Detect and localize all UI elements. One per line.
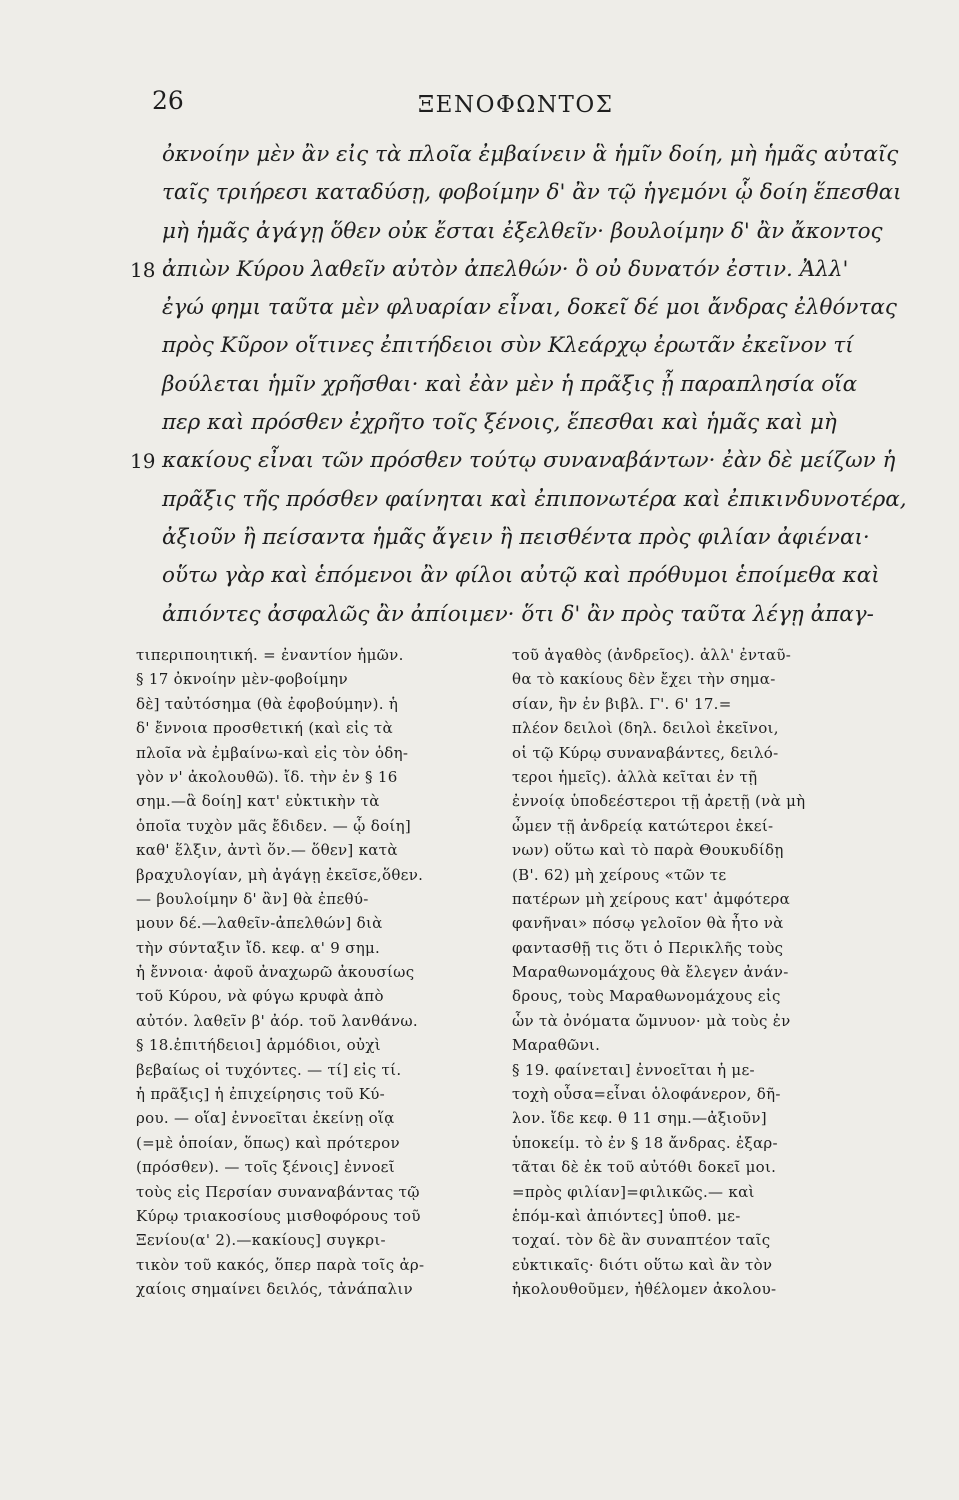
commentary-line: οἱ τῷ Κύρῳ συναναβάντες, δειλό-	[512, 743, 779, 762]
main-text-line	[148, 289, 897, 327]
commentary-line: τοχὴ οὖσα=εἶναι ὁλοφάνερον, δῆ-	[512, 1085, 781, 1104]
commentary-line: ρου. — οἵα] ἐννοεῖται ἐκείνῃ οἵᾳ	[136, 1109, 395, 1128]
commentary-line: βραχυλογίαν, μὴ ἀγάγῃ ἐκεῖσε,ὅθεν.	[136, 865, 424, 884]
main-text-line	[148, 327, 883, 365]
commentary-line: ἠκολουθοῦμεν, ἠθέλομεν ἀκολου-	[512, 1280, 777, 1299]
commentary-line: τοὺς εἰς Περσίαν συναναβάντας τῷ	[136, 1182, 420, 1201]
commentary-line: τᾶται δὲ ἐκ τοῦ αὐτόθι δοκεῖ μοι.	[512, 1158, 777, 1177]
main-text-content: ἀξιοῦν ἢ πείσαντα ἡμᾶς ἄγειν ἢ πεισθέντα πρὸς φιλίαν ἀφιέναι·	[162, 524, 870, 550]
notes-right-column	[512, 643, 852, 1302]
main-text-content: ὀκνοίην μὲν ἂν εἰς τὰ πλοῖα ἐμβαίνειν ἃ ἡμῖν δοίη, μὴ ἡμᾶς αὐταῖς	[162, 142, 899, 167]
commentary-line: ἡ ἔννοια· ἀφοῦ ἀναχωρῶ ἀκουσίως	[136, 963, 415, 982]
main-text-line	[148, 519, 883, 557]
commentary-line: Κύρῳ τριακοσίους μισθοφόρους τοῦ	[136, 1206, 421, 1225]
notes-left-column	[136, 643, 491, 1302]
commentary-line: (Β'. 62) μὴ χείρους «τῶν τε	[512, 865, 727, 884]
commentary-line: πατέρων μὴ χείρους κατ' ἀμφότερα	[512, 889, 791, 908]
commentary-line: χαίοις σημαίνει δειλός, τἀνάπαλιν	[136, 1280, 413, 1299]
section-number: 19	[130, 449, 156, 474]
commentary-line: βεβαίως οἱ τυχόντες. — τί] εἰς τί.	[136, 1060, 402, 1079]
commentary-line: τὴν σύνταξιν ἴδ. κεφ. α' 9 σημ.	[136, 938, 381, 957]
main-text-content: ἀπιόντες ἀσφαλῶς ἂν ἀπίοιμεν· ὅτι δ' ἂν πρὸς ταῦτα λέγῃ ἀπαγ-	[162, 601, 874, 627]
main-text-line	[148, 481, 907, 519]
commentary-line: θα τὸ κακίους δὲν ἔχει τὴν σημα-	[512, 670, 776, 689]
main-text-content: ἀπιὼν Κύρου λαθεῖν αὐτὸν ἀπελθών· ὃ οὐ δυνατόν ἐστιν. Ἀλλ'	[162, 256, 849, 282]
commentary-line: μουν δέ.—λαθεῖν-ἀπελθών] διὰ	[136, 914, 383, 933]
main-text-line	[148, 213, 883, 251]
commentary-line: § 19. φαίνεται] ἐννοεῖται ἡ με-	[512, 1060, 755, 1079]
commentary-line: ὧν τὰ ὀνόματα ὤμνυον· μὰ τοὺς ἐν	[512, 1011, 791, 1030]
commentary-line: φαντασθῇ τις ὅτι ὁ Περικλῆς τοὺς	[512, 938, 784, 957]
main-text-line	[130, 442, 896, 480]
commentary-line: πλέον δειλοὶ (δηλ. δειλοὶ ἐκεῖνοι,	[512, 719, 779, 738]
main-text-line	[148, 557, 883, 595]
commentary-line: Ξενίου(α' 2).—κακίους] συγκρι-	[136, 1231, 386, 1250]
commentary-line: τοχαί. τὸν δὲ ἂν συναπτέον ταῖς	[512, 1231, 771, 1250]
main-text-line	[130, 251, 883, 289]
commentary-line: εὐκτικαῖς· διότι οὕτω καὶ ἂν τὸν	[512, 1255, 773, 1274]
commentary-line: δὲ] ταὐτόσημα (θὰ ἐφοβούμην). ἡ	[136, 694, 399, 713]
commentary-line: ἑπόμ-καὶ ἀπιόντες] ὑποθ. με-	[512, 1206, 741, 1225]
page-number: 26	[152, 86, 184, 115]
main-text-content: ταῖς τριήρεσι καταδύσῃ, φοβοίμην δ' ἂν τῷ ἡγεμόνι ᾧ δοίη ἕπεσθαι	[162, 180, 902, 206]
commentary-line: § 18.ἐπιτήδειοι] ἁρμόδιοι, οὐχὶ	[136, 1036, 381, 1055]
commentary-line: ὁποῖα τυχὸν μᾶς ἔδιδεν. — ᾧ δοίη]	[136, 816, 412, 835]
running-head: ΞΕΝΟΦΩΝΤΟΣ	[418, 92, 614, 118]
commentary-line: =πρὸς φιλίαν]=φιλικῶς.— καὶ	[512, 1182, 755, 1201]
commentary-line: τοῦ ἀγαθὸς (ἀνδρεῖος). ἀλλ' ἐνταῦ-	[512, 646, 792, 664]
commentary-line: αὐτόν. λαθεῖν β' ἀόρ. τοῦ λανθάνω.	[136, 1011, 418, 1030]
main-text-line	[148, 404, 883, 442]
section-number: 18	[130, 257, 156, 282]
commentary-line: (=μὲ ὁποίαν, ὅπως) καὶ πρότερον	[136, 1133, 400, 1152]
commentary-line: σημ.—ἃ δοίη] κατ' εὐκτικὴν τὰ	[136, 792, 380, 811]
commentary-line: Μαραθωνομάχους θὰ ἔλεγεν ἀνάν-	[512, 963, 789, 982]
main-text-content: πρὸς Κῦρον οἵτινες ἐπιτήδειοι σὺν Κλεάρχῳ ἐρωτᾶν ἐκεῖνον τί	[162, 333, 854, 359]
commentary-line: ἡ πρᾶξις] ἡ ἐπιχείρησις τοῦ Κύ-	[136, 1085, 386, 1104]
main-text-line	[148, 136, 899, 174]
commentary-line: (πρόσθεν). — τοῖς ξένοις] ἐννοεῖ	[136, 1158, 395, 1177]
commentary-line: — βουλοίμην δ' ἂν] θὰ ἐπεθύ-	[136, 889, 369, 908]
commentary-line: τεροι ἡμεῖς). ἀλλὰ κεῖται ἐν τῇ	[512, 767, 758, 786]
main-text-content: βούλεται ἡμῖν χρῆσθαι· καὶ ἐὰν μὲν ἡ πρᾶξις ᾖ παραπλησία οἵα	[162, 371, 858, 397]
commentary-line: καθ' ἕλξιν, ἀντὶ ὅν.— ὅθεν] κατὰ	[136, 841, 398, 860]
commentary-line: ὑποκείμ. τὸ ἐν § 18 ἄνδρας. ἐξαρ-	[512, 1133, 778, 1152]
main-text-content: οὕτω γὰρ καὶ ἑπόμενοι ἂν φίλοι αὐτῷ καὶ πρόθυμοι ἑποίμεθα καὶ	[162, 563, 880, 589]
main-text-line	[148, 596, 883, 634]
commentary-line: τιπεριποιητική. = ἐναντίον ἡμῶν.	[136, 646, 404, 664]
main-text	[130, 136, 907, 634]
commentary-line: Μαραθῶνι.	[512, 1036, 601, 1055]
commentary-line: ἐννοίᾳ ὑποδεέστεροι τῇ ἀρετῇ (νὰ μὴ	[512, 792, 806, 811]
main-text-content: μὴ ἡμᾶς ἀγάγῃ ὅθεν οὐκ ἔσται ἐξελθεῖν· βουλοίμην δ' ἂν ἄκοντος	[162, 218, 883, 244]
commentary-line: νων) οὕτω καὶ τὸ παρὰ Θουκυδίδῃ	[512, 841, 784, 860]
commentary-line: τοῦ Κύρου, νὰ φύγω κρυφὰ ἀπὸ	[136, 987, 384, 1006]
commentary-line: ὦμεν τῇ ἀνδρείᾳ κατώτεροι ἐκεί-	[512, 816, 774, 835]
main-text-content: περ καὶ πρόσθεν ἐχρῆτο τοῖς ξένοις, ἕπεσθαι καὶ ἡμᾶς καὶ μὴ	[162, 410, 837, 436]
commentary-line: δρους, τοὺς Μαραθωνομάχους εἰς	[512, 987, 781, 1006]
commentary-line: δ' ἔννοια προσθετική (καὶ εἰς τὰ	[136, 719, 393, 738]
commentary-line: σίαν, ἣν ἐν βιβλ. Γ'. 6' 17.=	[512, 694, 732, 713]
commentary-line: φανῆναι» πόσῳ γελοῖον θὰ ἦτο νὰ	[512, 914, 784, 933]
main-text-content: πρᾶξις τῆς πρόσθεν φαίνηται καὶ ἐπιπονωτέρα καὶ ἐπικινδυνοτέρα,	[162, 486, 907, 512]
main-text-line	[148, 174, 902, 212]
main-text-content: ἐγώ φημι ταῦτα μὲν φλυαρίαν εἶναι, δοκεῖ δέ μοι ἄνδρας ἐλθόντας	[162, 295, 897, 321]
commentary-line: § 17 ὀκνοίην μὲν-φοβοίμην	[136, 670, 348, 689]
main-text-content: κακίους εἶναι τῶν πρόσθεν τούτῳ συναναβάντων· ἐὰν δὲ μείζων ἡ	[162, 448, 896, 474]
main-text-line	[148, 366, 883, 404]
commentary-line: γὸν ν' ἀκολουθῶ). ἴδ. τὴν ἐν § 16	[136, 767, 398, 786]
commentary-line: πλοῖα νὰ ἐμβαίνω-καὶ εἰς τὸν ὁδη-	[136, 743, 409, 762]
commentary-line: λον. ἴδε κεφ. θ 11 σημ.—ἀξιοῦν]	[512, 1109, 767, 1128]
commentary-line: τικὸν τοῦ κακός, ὅπερ παρὰ τοῖς ἀρ-	[136, 1255, 425, 1274]
